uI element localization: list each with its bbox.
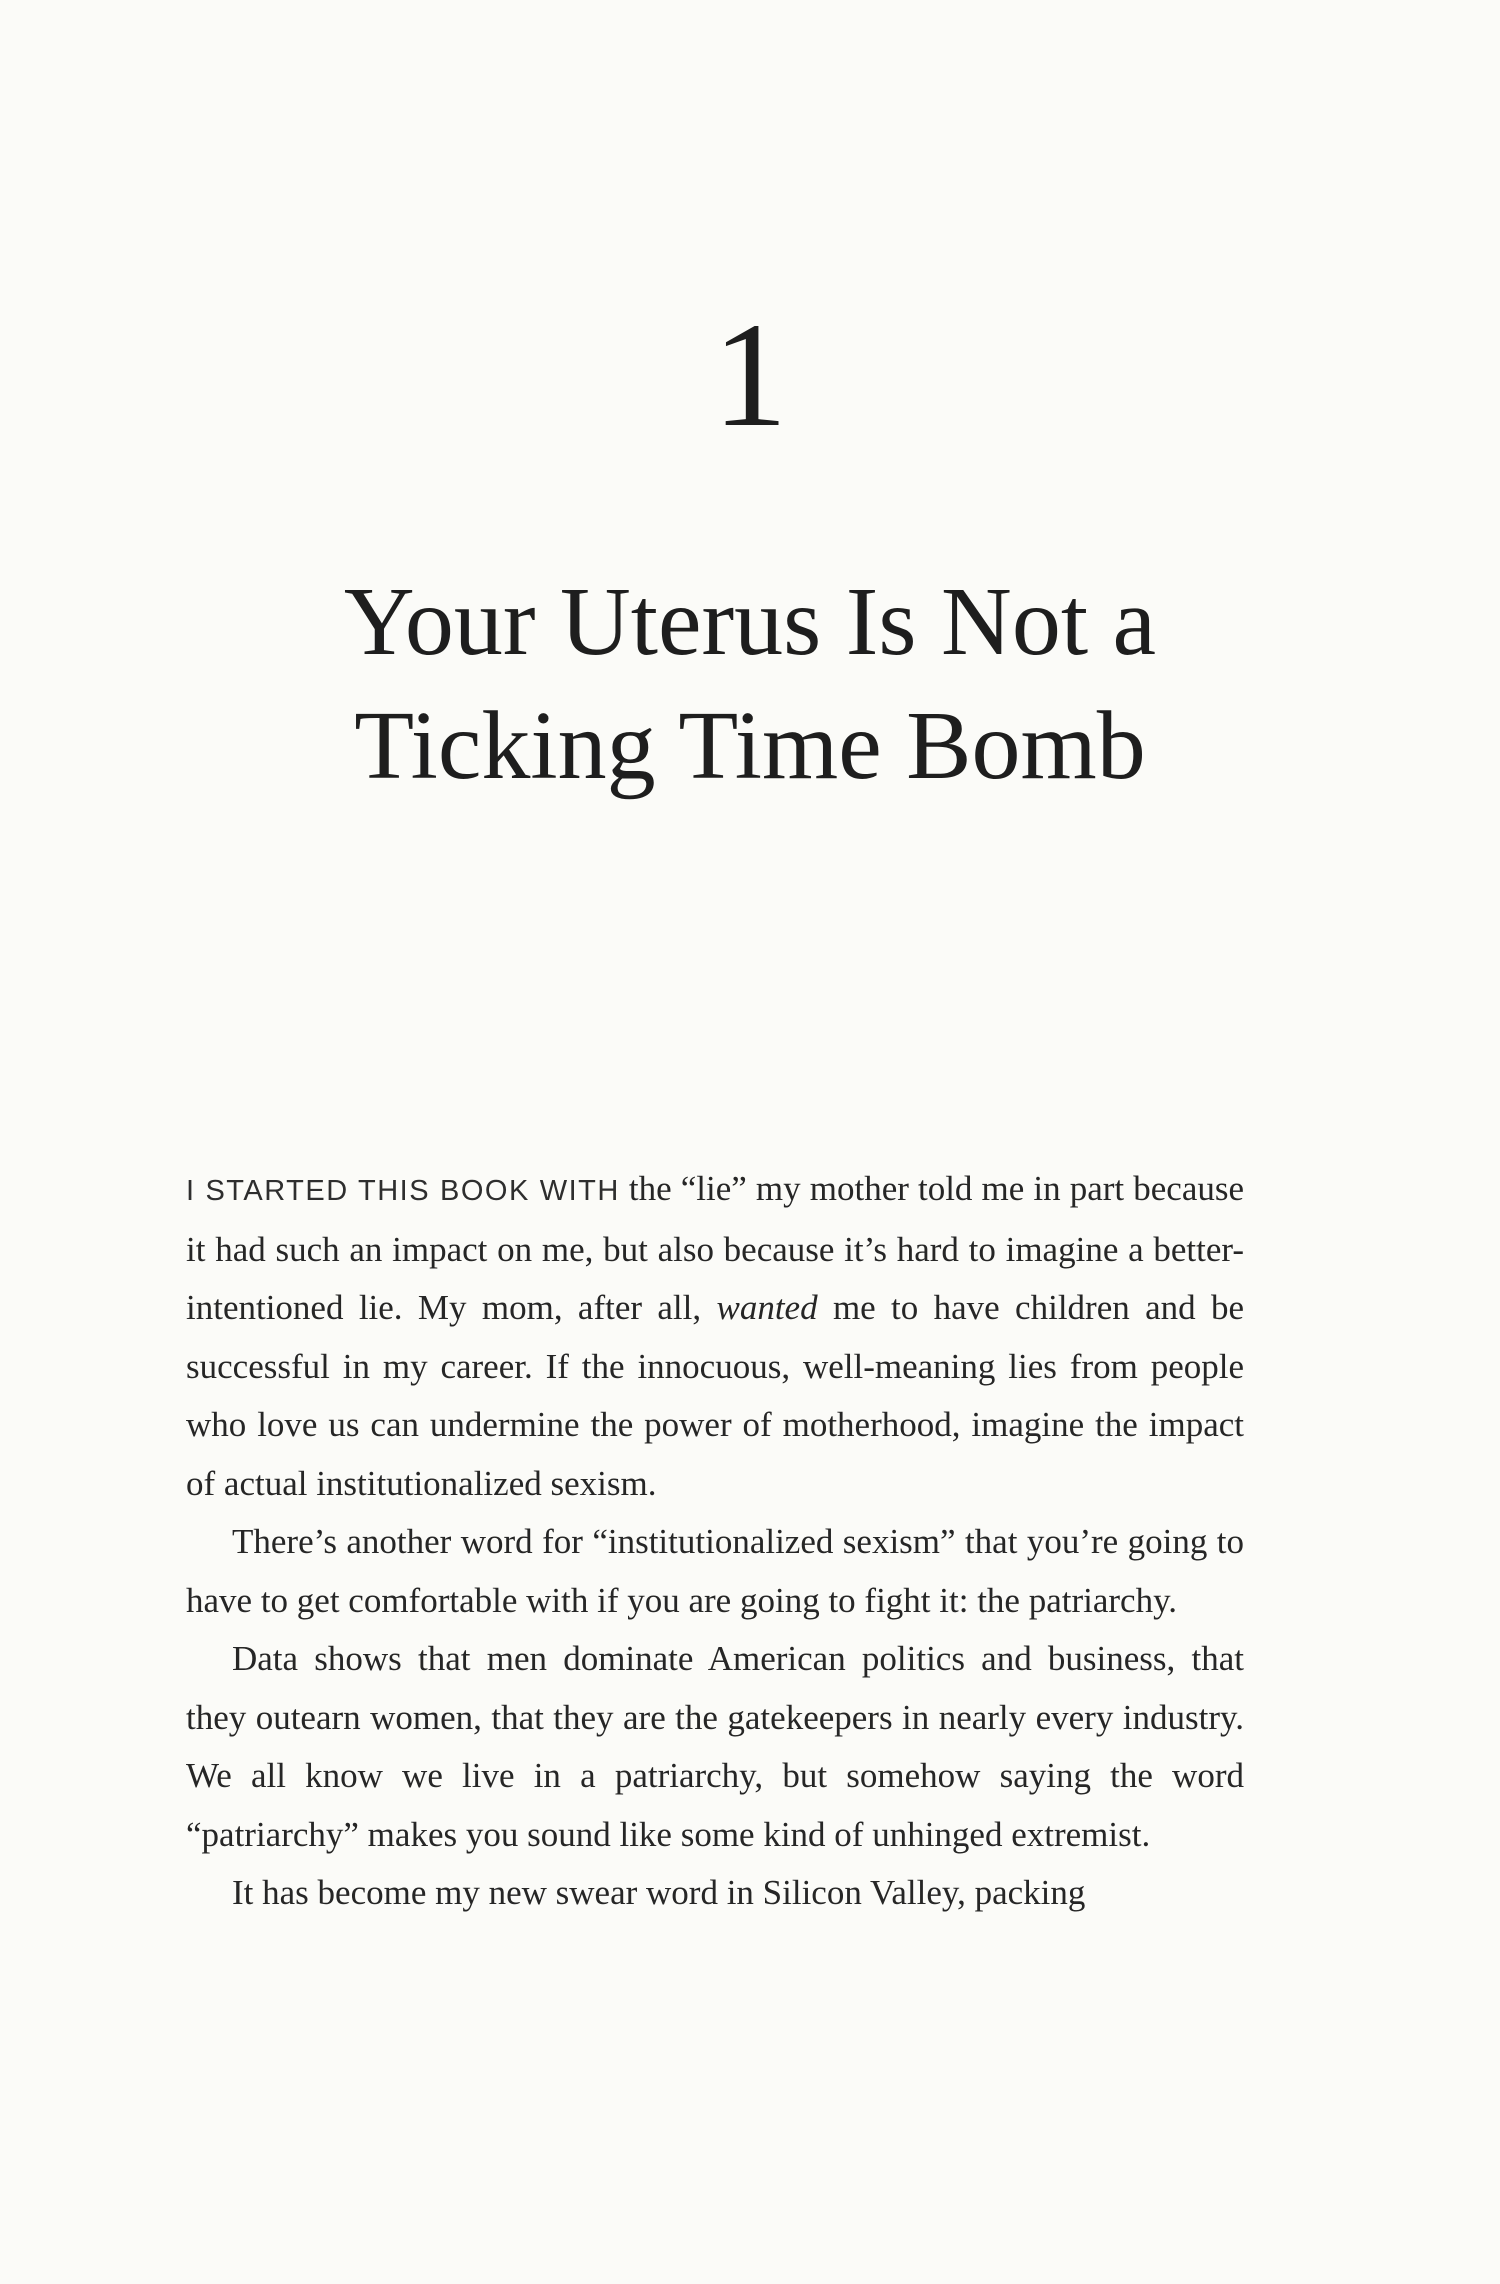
paragraph-2: There’s another word for “institutionalized sexism” that you’re going to have to get comfortable with if you are going to fight it: the patriarchy. [186,1522,1244,1620]
chapter-number: 1 [712,292,788,458]
paragraph-lead-in: I STARTED THIS BOOK WITH [186,1175,620,1207]
paragraph-3: Data shows that men dominate American politics and business, that they outearn women, that they are the gatekeepers in nearly every industry. We all know we live in a patriarchy, but somehow saying the word “patriarchy” makes you sound like some kind of unhinged extremist. [186,1639,1244,1854]
paragraph-1-emphasis: wanted [716,1288,818,1327]
paragraph-4: It has become my new swear word in Silicon Valley, packing [232,1873,1086,1912]
chapter-title-line-2: Ticking Time Bomb [354,692,1146,800]
chapter-title-line-1: Your Uterus Is Not a [343,568,1157,676]
paragraph-1 [186,1160,1244,1513]
paragraph-1-text-b: me to have children and be successful in my career. If the innocuous, well-meaning lies from people who love us can undermine the power of motherhood, imagine the impact of actual institutionalized sexism. [186,1288,1245,1503]
paragraph-1-text-a: the “lie” my mother told me in part because it had such an impact on me, but also because it’s hard to imagine a better-intentioned lie. My mom, after all, [186,1169,1245,1327]
body-text [186,1160,1244,1923]
chapter-title [150,560,1350,808]
